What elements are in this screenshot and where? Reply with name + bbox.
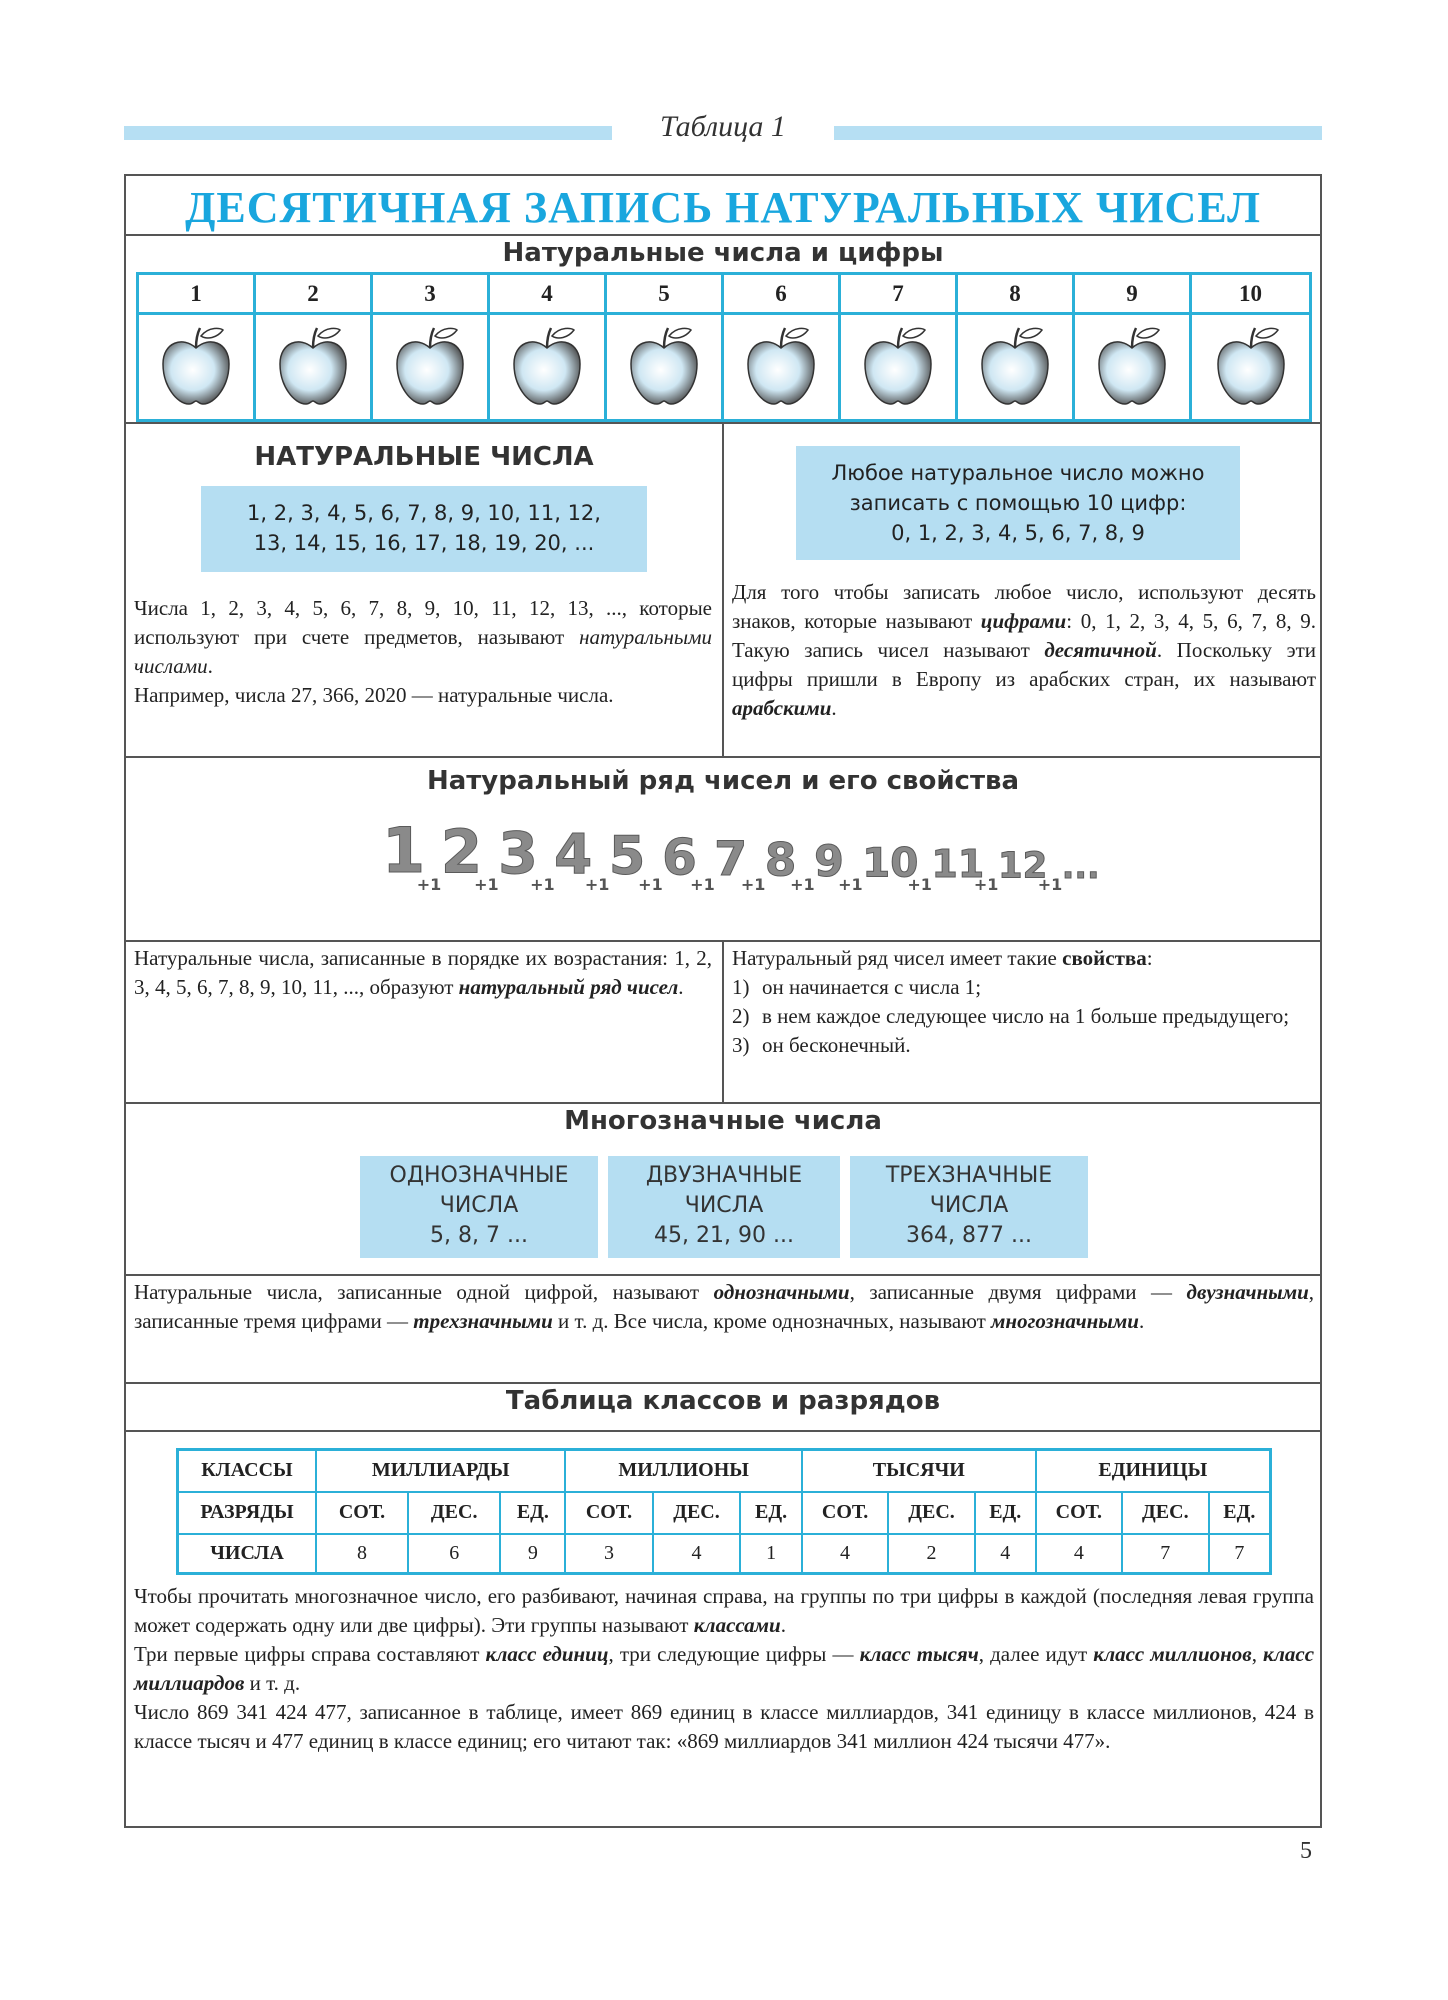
term: цифрами bbox=[980, 609, 1067, 633]
table-caption: Таблица 1 bbox=[660, 110, 786, 143]
caption-bar-left bbox=[124, 126, 612, 140]
term: двузначными bbox=[1186, 1280, 1309, 1304]
property-item bbox=[732, 973, 1316, 1002]
classes-explanation bbox=[134, 1582, 1314, 1756]
digit-number: 3 bbox=[373, 275, 490, 315]
natural-row-definition bbox=[134, 944, 712, 1002]
rank-cell: СОТ. bbox=[802, 1492, 888, 1534]
single-digit-box bbox=[360, 1156, 598, 1258]
property-text: он бесконечный. bbox=[762, 1033, 911, 1057]
box-label: ЧИСЛА bbox=[929, 1193, 1009, 1218]
digits-definition bbox=[732, 578, 1316, 723]
text: Для того чтобы записать любое число, используют десять знаков, которые называют bbox=[732, 580, 1316, 633]
text: : 0, 1, 2, 3, 4, 5, 6, 7, 8, 9. Такую запись чисел называют bbox=[732, 609, 1316, 662]
text: , записанные двумя цифрами — bbox=[849, 1280, 1172, 1304]
classes-paragraph bbox=[134, 1582, 1314, 1640]
digit-cell: 4 bbox=[1036, 1534, 1122, 1574]
rank-cell: СОТ. bbox=[565, 1492, 652, 1534]
digit-number: 1 bbox=[139, 275, 256, 315]
digit-number: 7 bbox=[841, 275, 958, 315]
natural-numbers-definition bbox=[134, 594, 712, 710]
rank-cell: ДЕС. bbox=[1122, 1492, 1209, 1534]
text: Числа 1, 2, 3, 4, 5, 6, 7, 8, 9, 10, 11, 12, 13, ..., которые используют при счете предметов, называют bbox=[134, 596, 712, 649]
box-example: 5, 8, 7 ... bbox=[430, 1223, 528, 1248]
natural-row-illustration bbox=[376, 806, 1100, 916]
row-number: 10 bbox=[862, 838, 919, 887]
text: Натуральные числа, записанные в порядке их возрастания: 1, 2, 3, 4, 5, 6, 7, 8, 9, 10, 11, ..., образуют bbox=[134, 946, 712, 999]
box-example: 45, 21, 90 ... bbox=[654, 1223, 794, 1248]
box-label: ЧИСЛА bbox=[439, 1193, 519, 1218]
term: класс тысяч bbox=[859, 1642, 979, 1666]
text: . bbox=[1138, 1309, 1145, 1333]
term: десятичной bbox=[1044, 638, 1157, 662]
term: трехзначными bbox=[413, 1309, 553, 1333]
rank-cell: ДЕС. bbox=[653, 1492, 741, 1534]
text: , bbox=[1251, 1642, 1257, 1666]
page-title: ДЕСЯТИЧНАЯ ЗАПИСЬ НАТУРАЛЬНЫХ ЧИСЕЛ bbox=[185, 183, 1261, 232]
property-text: он начинается с числа 1; bbox=[762, 975, 982, 999]
natural-numbers-line: 1, 2, 3, 4, 5, 6, 7, 8, 9, 10, 11, 12, bbox=[247, 501, 601, 525]
classes-row bbox=[178, 1450, 1271, 1492]
term: натуральными числами bbox=[134, 625, 712, 678]
class-millions: МИЛЛИОНЫ bbox=[565, 1450, 802, 1492]
box-label: ТРЕХЗНАЧНЫЕ bbox=[885, 1163, 1053, 1188]
classes-table bbox=[176, 1448, 1272, 1575]
digit-cell: 6 bbox=[408, 1534, 500, 1574]
digit-cell: 7 bbox=[1209, 1534, 1271, 1574]
box-example: 364, 877 ... bbox=[906, 1223, 1032, 1248]
text: : bbox=[1146, 946, 1153, 970]
plus-one-label: +1 bbox=[584, 875, 610, 894]
ranks-row bbox=[178, 1492, 1271, 1534]
apple-icon bbox=[1192, 315, 1309, 419]
apple-icon bbox=[841, 315, 958, 419]
table-caption-row bbox=[124, 106, 1322, 156]
digit-number: 8 bbox=[958, 275, 1075, 315]
caption-bar-right bbox=[834, 126, 1322, 140]
properties-list bbox=[732, 973, 1316, 1060]
term: класс миллиардов bbox=[134, 1642, 1315, 1695]
divider bbox=[126, 756, 1320, 758]
row-number: ... bbox=[1061, 847, 1100, 886]
plus-one-label: +1 bbox=[838, 875, 863, 894]
row-number: 3 bbox=[498, 821, 538, 887]
page-number: 5 bbox=[1300, 1838, 1312, 1864]
plus-one-label: +1 bbox=[1037, 875, 1063, 894]
plus-one-label: +1 bbox=[790, 875, 815, 894]
digit-number: 6 bbox=[724, 275, 841, 315]
natural-numbers-line: 13, 14, 15, 16, 17, 18, 19, 20, ... bbox=[253, 531, 595, 555]
text: Натуральные числа, записанные одной цифрой, называют bbox=[134, 1280, 700, 1304]
row-number: 9 bbox=[814, 837, 844, 887]
digit-cell: 4 bbox=[653, 1534, 741, 1574]
plus-one-label: +1 bbox=[690, 875, 715, 894]
row-number: 7 bbox=[714, 832, 748, 887]
text: , далее идут bbox=[978, 1642, 1088, 1666]
class-thousands: ТЫСЯЧИ bbox=[802, 1450, 1036, 1492]
property-number: 2) bbox=[732, 1004, 750, 1028]
box-label: ОДНОЗНАЧНЫЕ bbox=[389, 1163, 569, 1188]
digit-cell: 8 bbox=[316, 1534, 408, 1574]
digit-number: 9 bbox=[1075, 275, 1192, 315]
digits-info-box bbox=[796, 446, 1240, 560]
term: класс миллионов bbox=[1093, 1642, 1252, 1666]
ranks-label: РАЗРЯДЫ bbox=[178, 1492, 317, 1534]
divider bbox=[722, 940, 724, 1102]
natural-numbers-heading: НАТУРАЛЬНЫЕ ЧИСЛА bbox=[254, 442, 594, 472]
digit-cell: 4 bbox=[802, 1534, 888, 1574]
text: , записанные тремя цифрами — bbox=[134, 1280, 1315, 1333]
apple-icon bbox=[256, 315, 373, 419]
rank-cell: ЕД. bbox=[500, 1492, 565, 1534]
multidigit-definition bbox=[134, 1278, 1314, 1336]
digits-info-line: 0, 1, 2, 3, 4, 5, 6, 7, 8, 9 bbox=[891, 521, 1145, 545]
digit-cell: 7 bbox=[1122, 1534, 1209, 1574]
box-label: ДВУЗНАЧНЫЕ bbox=[645, 1163, 803, 1188]
digit-number: 10 bbox=[1192, 275, 1309, 315]
main-frame bbox=[124, 174, 1322, 1828]
rank-cell: ЕД. bbox=[975, 1492, 1036, 1534]
natural-numbers-box bbox=[201, 486, 647, 572]
digit-cell: 9 bbox=[500, 1534, 565, 1574]
two-digit-box bbox=[608, 1156, 840, 1258]
natural-row-properties bbox=[732, 944, 1316, 1060]
section-heading-classes: Таблица классов и разрядов bbox=[505, 1386, 941, 1416]
row-number: 6 bbox=[662, 828, 697, 887]
plus-one-label: +1 bbox=[530, 875, 555, 894]
divider bbox=[126, 1382, 1320, 1384]
divider bbox=[126, 234, 1320, 236]
class-units: ЕДИНИЦЫ bbox=[1036, 1450, 1271, 1492]
term: многозначными bbox=[991, 1309, 1139, 1333]
text: . bbox=[207, 654, 213, 678]
text: . bbox=[831, 696, 837, 720]
three-digit-box bbox=[850, 1156, 1088, 1258]
digit-number: 5 bbox=[607, 275, 724, 315]
term: арабскими bbox=[732, 696, 832, 720]
row-number: 11 bbox=[931, 842, 985, 886]
plus-one-label: +1 bbox=[740, 875, 766, 894]
rank-cell: ДЕС. bbox=[888, 1492, 975, 1534]
apple-icon bbox=[607, 315, 724, 419]
numbers-label: ЧИСЛА bbox=[178, 1534, 317, 1574]
classes-paragraph bbox=[134, 1640, 1314, 1698]
divider bbox=[126, 1430, 1320, 1432]
rank-cell: ЕД. bbox=[740, 1492, 802, 1534]
text: , три следующие цифры — bbox=[608, 1642, 854, 1666]
numbers-row bbox=[178, 1534, 1271, 1574]
term: классами bbox=[693, 1613, 781, 1637]
term: натуральный ряд чисел bbox=[458, 975, 679, 999]
plus-one-label: +1 bbox=[474, 875, 499, 894]
text: . bbox=[678, 975, 684, 999]
apple-icon bbox=[724, 315, 841, 419]
property-item bbox=[732, 1031, 1316, 1060]
classes-paragraph: Число 869 341 424 477, записанное в таблице, имеет 869 единиц в классе миллиардов, 341 единицу в классе миллионов, 424 в классе тысяч и 477 единиц в классе единиц; его читают так: «869 миллиардов 341 миллион 424 тысячи 477». bbox=[134, 1700, 1314, 1753]
property-text: в нем каждое следующее число на 1 больше предыдущего; bbox=[762, 1004, 1290, 1028]
digits-info-line: Любое натуральное число можно bbox=[831, 461, 1205, 485]
section-heading-digits: Натуральные числа и цифры bbox=[502, 238, 944, 268]
plus-one-label: +1 bbox=[416, 875, 442, 894]
properties-intro bbox=[732, 944, 1316, 973]
rank-cell: СОТ. bbox=[1036, 1492, 1122, 1534]
text: Натуральный ряд чисел имеет такие bbox=[732, 946, 1057, 970]
plus-one-label: +1 bbox=[638, 875, 663, 894]
text: Чтобы прочитать многозначное число, его разбивают, начиная справа, на группы по три цифры в каждой (последняя левая группа может содержать одну или две цифры). Эти группы называют bbox=[134, 1584, 1314, 1637]
apple-icon bbox=[373, 315, 490, 419]
text: и т. д. bbox=[249, 1671, 301, 1695]
row-number: 1 bbox=[382, 814, 426, 887]
row-number: 5 bbox=[608, 826, 646, 887]
divider bbox=[126, 1274, 1320, 1276]
text: . bbox=[780, 1613, 786, 1637]
rank-cell: ЕД. bbox=[1209, 1492, 1271, 1534]
digit-cell: 1 bbox=[740, 1534, 802, 1574]
apple-icon bbox=[139, 315, 256, 419]
apple-icon bbox=[490, 315, 607, 419]
apple-icon bbox=[1075, 315, 1192, 419]
section-heading-multidigit: Многозначные числа bbox=[564, 1106, 882, 1136]
text: . Поскольку эти цифры пришли в Европу из арабских стран, их называют bbox=[732, 638, 1316, 691]
property-item bbox=[732, 1002, 1316, 1031]
digit-cell: 4 bbox=[975, 1534, 1036, 1574]
digit-number: 2 bbox=[256, 275, 373, 315]
rank-cell: ДЕС. bbox=[408, 1492, 500, 1534]
text: Например, числа 27, 366, 2020 — натуральные числа. bbox=[134, 683, 614, 707]
row-number: 8 bbox=[764, 833, 797, 887]
term: класс единиц bbox=[485, 1642, 609, 1666]
term: однозначными bbox=[713, 1280, 850, 1304]
rank-cell: СОТ. bbox=[316, 1492, 408, 1534]
digit-cell: 3 bbox=[565, 1534, 652, 1574]
text: Три первые цифры справа составляют bbox=[134, 1642, 480, 1666]
divider bbox=[722, 422, 724, 756]
digit-number: 4 bbox=[490, 275, 607, 315]
property-number: 1) bbox=[732, 975, 750, 999]
plus-one-label: +1 bbox=[907, 875, 932, 894]
property-number: 3) bbox=[732, 1033, 750, 1057]
row-number: 2 bbox=[440, 818, 483, 888]
digits-info-line: записать с помощью 10 цифр: bbox=[849, 491, 1187, 515]
box-label: ЧИСЛА bbox=[684, 1193, 764, 1218]
section-heading-natural-row: Натуральный ряд чисел и его свойства bbox=[426, 766, 1020, 796]
row-number: 4 bbox=[554, 822, 593, 887]
term: свойства bbox=[1062, 946, 1147, 970]
row-number: 12 bbox=[997, 845, 1048, 887]
digit-cell: 2 bbox=[888, 1534, 975, 1574]
classes-label: КЛАССЫ bbox=[178, 1450, 317, 1492]
digits-table bbox=[136, 272, 1312, 422]
text: и т. д. Все числа, кроме однозначных, называют bbox=[558, 1309, 986, 1333]
class-billions: МИЛЛИАРДЫ bbox=[316, 1450, 565, 1492]
plus-one-label: +1 bbox=[973, 875, 999, 894]
divider bbox=[126, 1102, 1320, 1104]
apple-icon bbox=[958, 315, 1075, 419]
